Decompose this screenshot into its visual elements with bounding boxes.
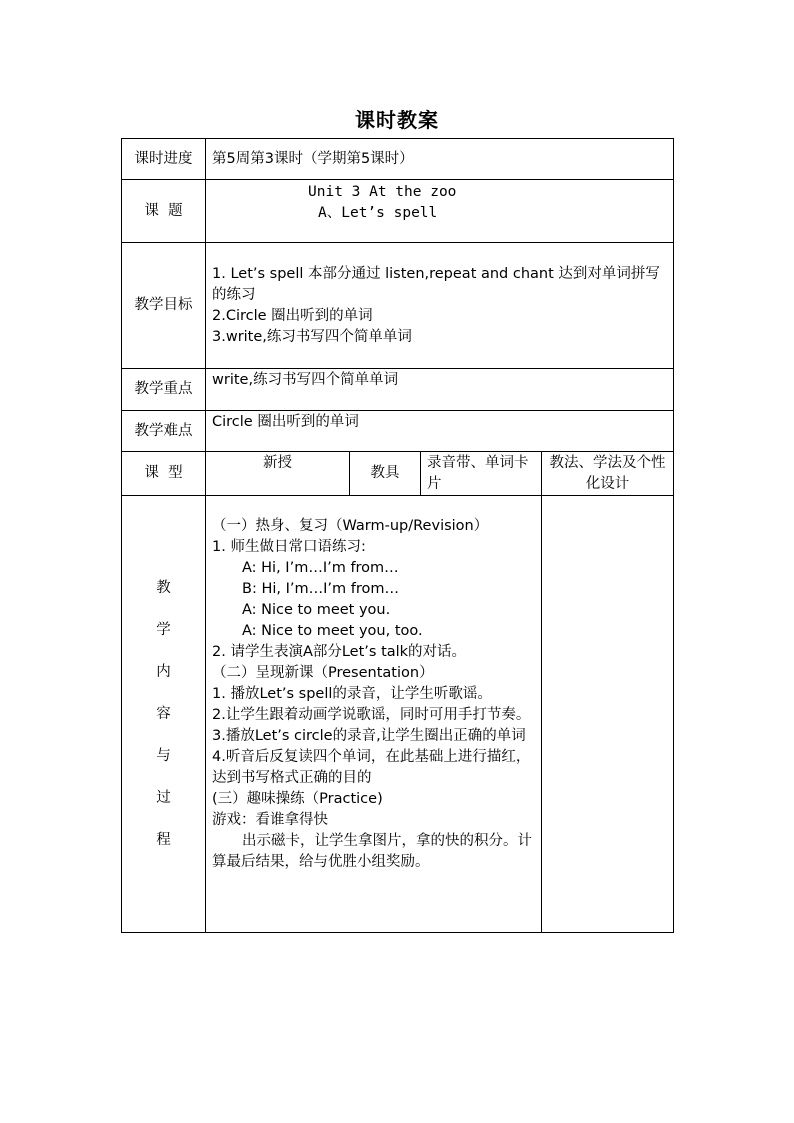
content-line: 2. 请学生表演A部分Let’s talk的对话。 <box>212 644 467 660</box>
tools-value: 录音带、单词卡片 <box>421 452 542 496</box>
methods-cell <box>542 496 674 933</box>
topic-row <box>122 180 674 243</box>
content-line: 2.让学生跟着动画学说歌谣，同时可用手打节奏。 <box>212 707 531 723</box>
key-point-label: 教学重点 <box>122 369 206 411</box>
content-label-char: 过 <box>156 790 171 806</box>
content-line: 游戏：看谁拿得快 <box>212 812 328 828</box>
content-label-char: 教 <box>156 580 171 596</box>
difficulty-label: 教学难点 <box>122 411 206 452</box>
progress-label: 课时进度 <box>122 139 206 180</box>
content-label-char: 容 <box>156 706 171 722</box>
section-heading: （一）热身、复习（Warm-up/Revision） <box>212 518 489 534</box>
key-point-row <box>122 369 674 411</box>
content-line: 出示磁卡，让学生拿图片，拿的快的积分。计算最后结果，给与优胜小组奖励。 <box>212 833 532 870</box>
lesson-type-label: 课 型 <box>122 452 206 496</box>
methods-label: 教法、学法及个性化设计 <box>542 452 674 496</box>
content-body <box>206 496 542 933</box>
content-line: 1. 师生做日常口语练习: <box>212 539 366 555</box>
content-row <box>122 496 674 933</box>
topic-label: 课 题 <box>122 180 206 243</box>
content-label-char: 程 <box>156 832 171 848</box>
dialogue-line: A: Hi, I’m…I’m from… <box>242 560 399 576</box>
content-line: 3.播放Let’s circle的录音,让学生圈出正确的单词 <box>212 728 526 744</box>
tools-label: 教具 <box>350 452 421 496</box>
lesson-type-row <box>122 452 674 496</box>
content-label-char: 内 <box>156 664 171 680</box>
section-heading: (三）趣味操练（Practice) <box>212 791 383 807</box>
dialogue-line: A: Nice to meet you, too. <box>242 623 423 639</box>
content-line: 4.听音后反复读四个单词，在此基础上进行描红，达到书写格式正确的目的 <box>212 749 531 786</box>
dialogue-line: B: Hi, I’m…I’m from… <box>242 581 399 597</box>
lesson-type-value: 新授 <box>206 452 350 496</box>
objectives-label: 教学目标 <box>122 243 206 369</box>
objectives-value <box>206 243 674 369</box>
content-label-char: 学 <box>156 622 171 638</box>
objective-item: 2.Circle 圈出听到的单词 <box>212 307 373 324</box>
topic-unit: Unit 3 At the zoo <box>308 184 457 200</box>
lesson-plan-table <box>121 138 674 933</box>
topic-lesson: A、Let’s spell <box>318 205 438 221</box>
page-title: 课时教案 <box>355 108 439 132</box>
key-point-value: write,练习书写四个简单单词 <box>206 369 674 411</box>
progress-row <box>122 139 674 180</box>
progress-value: 第5周第3课时（学期第5课时） <box>206 139 674 180</box>
content-label-char: 与 <box>156 748 171 764</box>
content-line: 1. 播放Let’s spell的录音，让学生听歌谣。 <box>212 686 492 702</box>
objective-item: 3.write,练习书写四个简单单词 <box>212 328 412 345</box>
objectives-row <box>122 243 674 369</box>
difficulty-value: Circle 圈出听到的单词 <box>206 411 674 452</box>
topic-value <box>206 180 674 243</box>
difficulty-row <box>122 411 674 452</box>
objective-item: 1. Let’s spell 本部分通过 listen,repeat and chant 达到对单词拼写的练习 <box>212 265 660 303</box>
section-heading: （二）呈现新课（Presentation） <box>212 665 434 681</box>
content-label <box>122 496 206 933</box>
dialogue-line: A: Nice to meet you. <box>242 602 391 618</box>
